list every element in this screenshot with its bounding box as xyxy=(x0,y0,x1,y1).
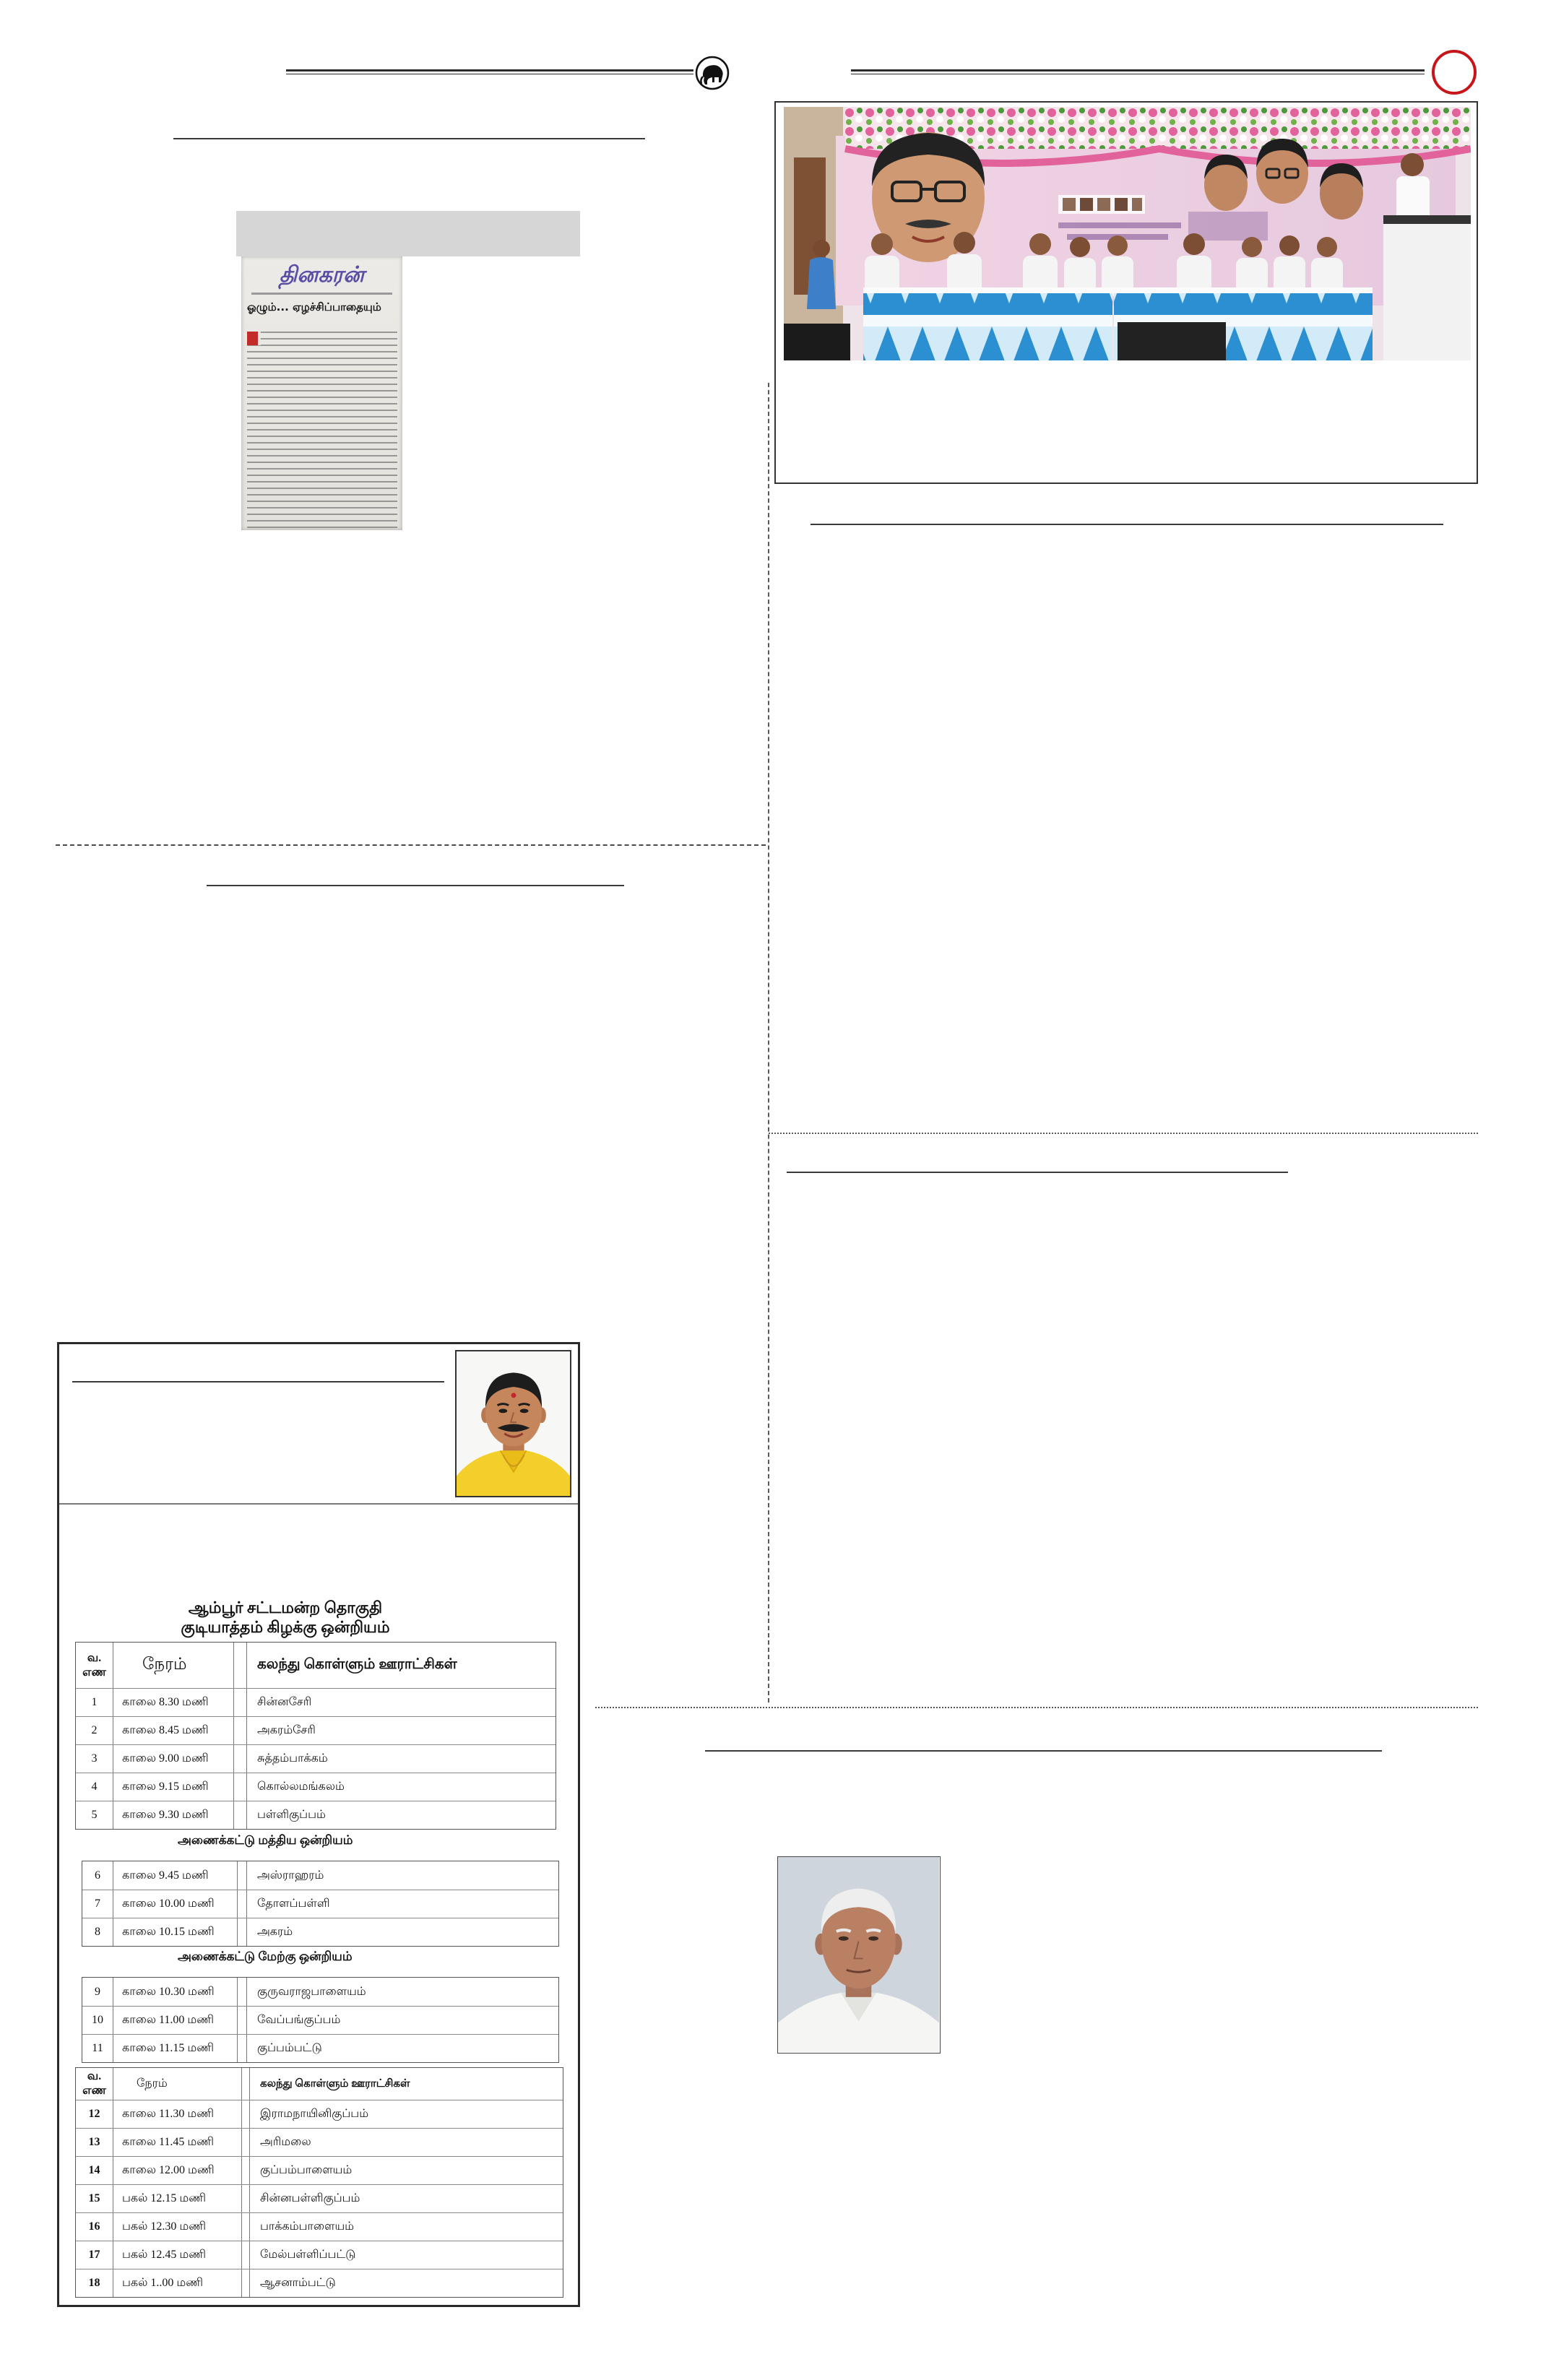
schedule-row-village: வேப்பங்குப்பம் xyxy=(246,2007,558,2034)
schedule-row-number: 17 xyxy=(76,2241,113,2269)
schedule-row-time: காலை 9.45 மணி xyxy=(113,1861,238,1890)
schedule-row-number: 4 xyxy=(76,1773,113,1801)
column-spacer xyxy=(234,1773,246,1801)
schedule-row-time: காலை 10.15 மணி xyxy=(113,1918,238,1946)
clipping-caption-bar xyxy=(236,211,580,256)
schedule-row-time: காலை 9.30 மணி xyxy=(113,1801,234,1829)
schedule-divider xyxy=(59,1503,578,1505)
schedule-row-time: பகல் 12.30 மணி xyxy=(113,2213,242,2241)
schedule-row-village: பாக்கம்பாளையம் xyxy=(249,2213,563,2241)
schedule-row-number: 18 xyxy=(76,2269,113,2297)
schedule-row xyxy=(82,2034,558,2062)
schedule-table-4 xyxy=(75,2067,563,2298)
column-spacer xyxy=(242,2129,249,2156)
schedule-row-number: 14 xyxy=(76,2157,113,2184)
schedule-row-number: 9 xyxy=(82,1978,113,2006)
schedule-row-village: அகரம்சேரி xyxy=(246,1717,556,1744)
schedule-row xyxy=(76,1773,556,1801)
schedule-row-time: காலை 8.45 மணி xyxy=(113,1717,234,1744)
headline-rule xyxy=(173,138,645,139)
schedule-row-village: அகரம் xyxy=(246,1918,558,1946)
column-spacer xyxy=(238,1918,246,1946)
section-separator xyxy=(56,844,766,846)
section-heading-central-union: அணைக்கட்டு மத்திய ஒன்றியம் xyxy=(178,1833,353,1847)
schedule-row-village: இராமநாயினிகுப்பம் xyxy=(249,2100,563,2128)
schedule-headline-rule xyxy=(72,1381,444,1382)
schedule-row-village: தோளப்பள்ளி xyxy=(246,1890,558,1918)
schedule-row xyxy=(82,1978,558,2006)
column-spacer xyxy=(238,1890,246,1918)
schedule-row-village: சின்னபள்ளிகுப்பம் xyxy=(249,2185,563,2212)
schedule-row xyxy=(76,2212,563,2241)
schedule-row-time: காலை 8.30 மணி xyxy=(113,1689,234,1716)
schedule-row-number: 13 xyxy=(76,2129,113,2156)
newspaper-clipping xyxy=(241,256,402,530)
schedule-row-number: 2 xyxy=(76,1717,113,1744)
column-header-time: நேரம் xyxy=(113,1643,234,1688)
column-spacer xyxy=(238,1861,246,1890)
schedule-row xyxy=(76,1744,556,1773)
column-spacer xyxy=(238,1978,246,2006)
schedule-row-time: பகல் 1..00 மணி xyxy=(113,2269,242,2297)
column-spacer xyxy=(242,2185,249,2212)
schedule-row-number: 5 xyxy=(76,1801,113,1829)
schedule-header-row xyxy=(76,1643,556,1688)
schedule-row-village: சின்னசேரி xyxy=(246,1689,556,1716)
schedule-row-time: காலை 11.15 மணி xyxy=(113,2035,238,2062)
schedule-row-village: அரிமலை xyxy=(249,2129,563,2156)
schedule-table-3 xyxy=(82,1977,559,2063)
headline-rule xyxy=(787,1172,1288,1173)
schedule-row xyxy=(76,2100,563,2128)
column-spacer xyxy=(234,1801,246,1829)
schedule-title xyxy=(130,1598,441,1637)
column-header-villages: கலந்து கொள்ளும் ஊராட்சிகள் xyxy=(249,2068,563,2100)
schedule-row xyxy=(76,1801,556,1829)
event-photo xyxy=(784,107,1471,360)
schedule-row xyxy=(82,1918,558,1946)
clipping-body-text xyxy=(247,332,397,528)
schedule-row-village: பள்ளிகுப்பம் xyxy=(246,1801,556,1829)
column-spacer xyxy=(242,2269,249,2297)
schedule-table-2 xyxy=(82,1861,559,1947)
schedule-row xyxy=(76,2184,563,2212)
schedule-row xyxy=(76,2241,563,2269)
foreground-monitor xyxy=(1118,322,1226,360)
header-rule-left xyxy=(286,69,693,74)
clipping-drop-cap xyxy=(247,332,258,345)
schedule-row-number: 3 xyxy=(76,1745,113,1773)
column-spacer xyxy=(242,2213,249,2241)
column-header-number: வ. எண xyxy=(76,2068,113,2100)
schedule-row-time: காலை 12.00 மணி xyxy=(113,2157,242,2184)
schedule-row-time: காலை 11.00 மணி xyxy=(113,2007,238,2034)
schedule-header-row xyxy=(76,2068,563,2100)
page-number-circle xyxy=(1432,50,1477,95)
schedule-row-number: 10 xyxy=(82,2007,113,2034)
column-spacer xyxy=(242,2157,249,2184)
schedule-row-time: காலை 10.30 மணி xyxy=(113,1978,238,2006)
schedule-row-number: 11 xyxy=(82,2035,113,2062)
column-spacer xyxy=(234,1717,246,1744)
schedule-row-time: காலை 10.00 மணி xyxy=(113,1890,238,1918)
clipping-dateline xyxy=(251,293,392,295)
schedule-row-village: குப்பம்பாளையம் xyxy=(249,2157,563,2184)
obituary-portrait xyxy=(777,1856,941,2054)
schedule-row-number: 8 xyxy=(82,1918,113,1946)
section-separator xyxy=(595,1707,1478,1708)
schedule-row xyxy=(76,2128,563,2156)
column-spacer xyxy=(234,1745,246,1773)
headline-rule xyxy=(811,524,1443,525)
schedule-row-time: காலை 11.30 மணி xyxy=(113,2100,242,2128)
schedule-title-constituency: ஆம்பூர் சட்டமன்ற தொகுதி xyxy=(188,1598,383,1617)
elephant-emblem-icon xyxy=(694,55,730,91)
headline-rule xyxy=(207,885,624,886)
schedule-row-village: குருவராஜபாளையம் xyxy=(246,1978,558,2006)
schedule-row xyxy=(76,1688,556,1716)
column-header-villages: கலந்து கொள்ளும் ஊராட்சிகள் xyxy=(246,1643,556,1688)
header-rule-right xyxy=(851,69,1425,74)
schedule-row-number: 16 xyxy=(76,2213,113,2241)
schedule-row xyxy=(76,1716,556,1744)
schedule-row xyxy=(82,1890,558,1918)
schedule-row-village: ஆசனாம்பட்டு xyxy=(249,2269,563,2297)
schedule-title-union: குடியாத்தம் கிழக்கு ஒன்றியம் xyxy=(181,1618,390,1636)
schedule-row-number: 6 xyxy=(82,1861,113,1890)
schedule-row-time: காலை 9.15 மணி xyxy=(113,1773,234,1801)
candidate-portrait xyxy=(455,1350,571,1497)
hall-wall xyxy=(784,107,843,360)
schedule-row-village: அஸ்ராஹரம் xyxy=(246,1861,558,1890)
column-spacer xyxy=(242,2241,249,2269)
schedule-row xyxy=(82,1861,558,1890)
clipping-headline: ஓழும்... ஏழச்சிப்பாதையும் xyxy=(247,300,381,313)
foreground-speaker-box xyxy=(784,324,850,360)
schedule-row-village: கொல்லமங்கலம் xyxy=(246,1773,556,1801)
schedule-row-number: 12 xyxy=(76,2100,113,2128)
schedule-row-number: 15 xyxy=(76,2185,113,2212)
column-spacer xyxy=(238,2007,246,2034)
schedule-row xyxy=(76,2156,563,2184)
schedule-row-village: குப்பம்பட்டு xyxy=(246,2035,558,2062)
schedule-row-village: மேல்பள்ளிப்பட்டு xyxy=(249,2241,563,2269)
column-header-number: வ. எண xyxy=(76,1643,113,1688)
column-separator xyxy=(768,383,769,1702)
schedule-row xyxy=(76,2269,563,2297)
section-separator xyxy=(769,1133,1478,1134)
column-spacer xyxy=(234,1689,246,1716)
schedule-table-1 xyxy=(75,1642,556,1830)
schedule-row-village: சுத்தம்பாக்கம் xyxy=(246,1745,556,1773)
schedule-row xyxy=(82,2006,558,2034)
clipping-masthead: தினகரன் xyxy=(279,262,365,287)
schedule-row-time: காலை 11.45 மணி xyxy=(113,2129,242,2156)
column-spacer xyxy=(242,2100,249,2128)
column-spacer xyxy=(242,2068,249,2100)
schedule-row-time: பகல் 12.15 மணி xyxy=(113,2185,242,2212)
column-spacer xyxy=(238,2035,246,2062)
column-spacer xyxy=(234,1643,246,1688)
schedule-row-number: 7 xyxy=(82,1890,113,1918)
schedule-row-number: 1 xyxy=(76,1689,113,1716)
schedule-row-time: பகல் 12.45 மணி xyxy=(113,2241,242,2269)
section-heading-west-union: அணைக்கட்டு மேற்கு ஒன்றியம் xyxy=(178,1950,353,1963)
headline-rule xyxy=(705,1750,1382,1752)
schedule-row-time: காலை 9.00 மணி xyxy=(113,1745,234,1773)
column-header-time: நேரம் xyxy=(113,2068,242,2100)
